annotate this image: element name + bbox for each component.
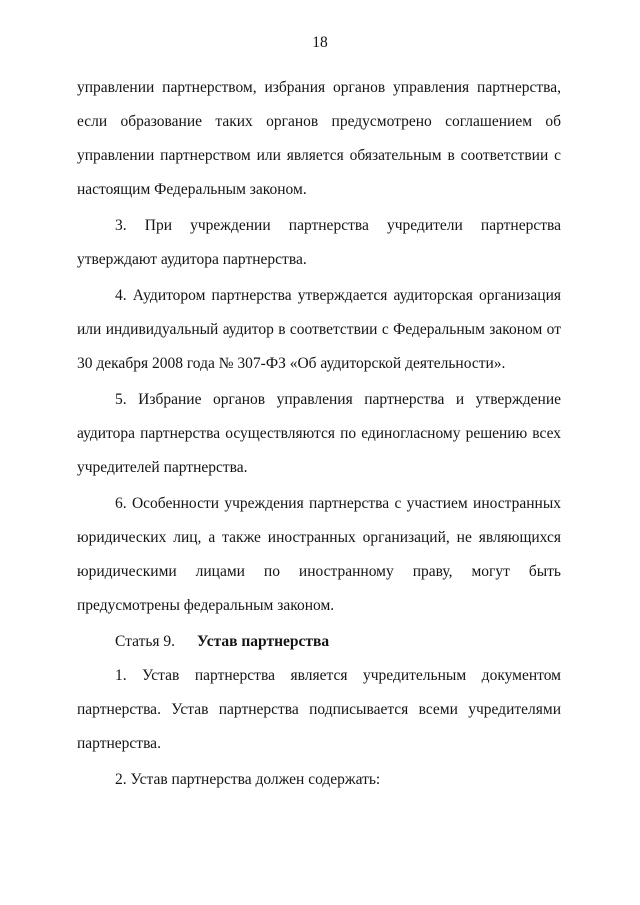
article-paragraph-1: 1. Устав партнерства является учредительным документом партнерства. Устав партнерства подписывается всеми учредителями партнерства. [77,667,561,752]
article-heading [77,625,561,659]
document-body [77,71,561,797]
article-title: Устав партнерства [197,633,330,650]
paragraph-item-5: 5. Избрание органов управления партнерства и утверждение аудитора партнерства осуществляются по единогласному решению всех учредителей партнерства. [77,391,561,476]
page-number: 18 [312,34,328,51]
paragraph-continuation: управлении партнерством, избрания органов управления партнерства, если образование таких органов предусмотрено соглашением об управлении партнерством или является обязательным в соответствии с настоящим Федеральным законом. [77,79,561,198]
paragraph-item-4: 4. Аудитором партнерства утверждается аудиторская организация или индивидуальный аудитор в соответствии с Федеральным законом от 30 декабря 2008 года № 307-ФЗ «Об аудиторской деятельности». [77,287,561,372]
paragraph-item-6: 6. Особенности учреждения партнерства с участием иностранных юридических лиц, а также иностранных организаций, не являющихся юридическими лицами по иностранному праву, могут быть предусмотрены федеральным законом. [77,495,561,614]
article-paragraph-2: 2. Устав партнерства должен содержать: [115,771,381,788]
paragraph-item-3: 3. При учреждении партнерства учредители партнерства утверждают аудитора партнерства. [77,217,561,268]
article-number: Статья 9. [115,633,176,650]
